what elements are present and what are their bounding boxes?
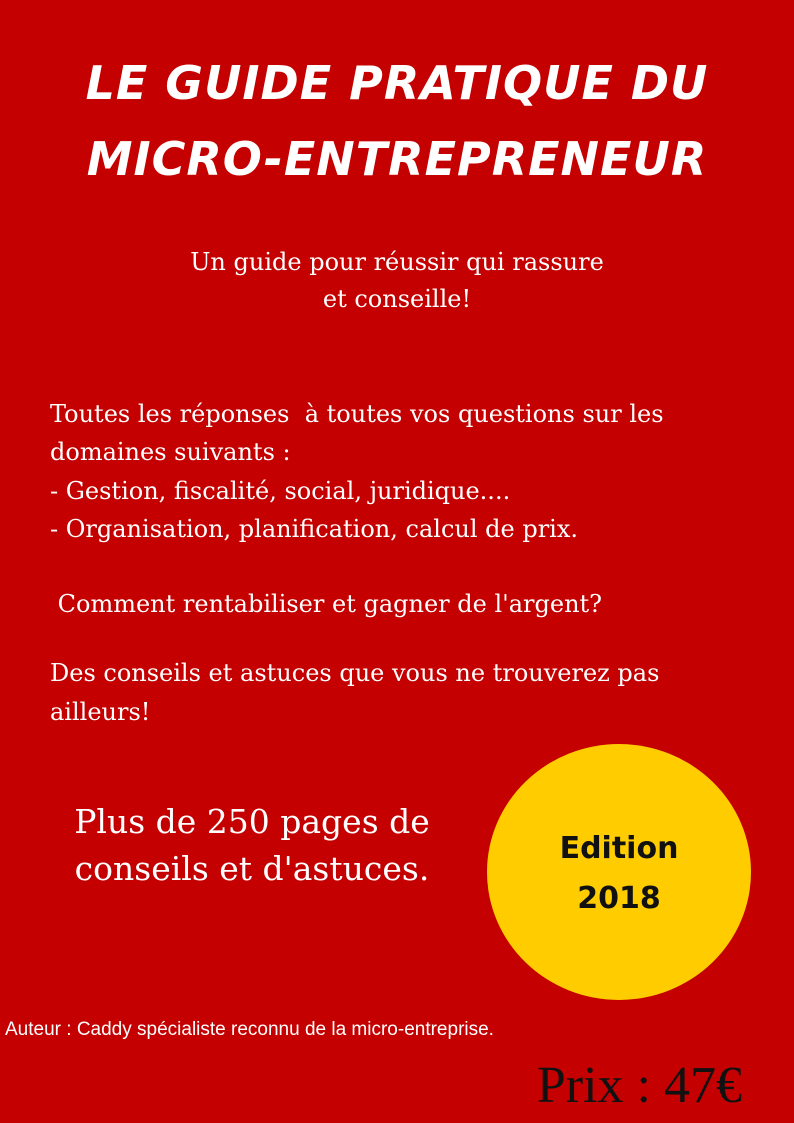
- author-line: Auteur : Caddy spécialiste reconnu de la micro-entreprise.: [5, 1019, 494, 1040]
- title-line-2: MICRO-ENTREPRENEUR: [86, 132, 708, 186]
- pages-line-2: conseils et d'astuces.: [74, 849, 430, 888]
- body-line-6: Des conseils et astuces que vous ne trouverez pas: [50, 659, 660, 687]
- body-line-1: Toutes les réponses à toutes vos questions sur les: [50, 400, 664, 428]
- body-line-3: - Gestion, fiscalité, social, juridique....: [50, 477, 511, 505]
- price-label: Prix : 47€: [536, 1057, 742, 1114]
- body-line-2: domaines suivants :: [50, 438, 291, 466]
- pages-line-1: Plus de 250 pages de: [74, 802, 430, 841]
- edition-badge: [487, 744, 751, 1000]
- body-line-5: Comment rentabiliser et gagner de l'argent?: [50, 590, 603, 618]
- title-line-1: LE GUIDE PRATIQUE DU: [85, 56, 709, 110]
- body-line-4: - Organisation, planification, calcul de prix.: [50, 515, 579, 543]
- body-line-7: ailleurs!: [50, 698, 151, 726]
- subtitle-line-2: et conseille!: [322, 285, 472, 313]
- subtitle-line-1: Un guide pour réussir qui rassure: [190, 248, 604, 276]
- badge-line-1: Edition: [559, 831, 679, 866]
- badge-line-2: 2018: [577, 881, 661, 916]
